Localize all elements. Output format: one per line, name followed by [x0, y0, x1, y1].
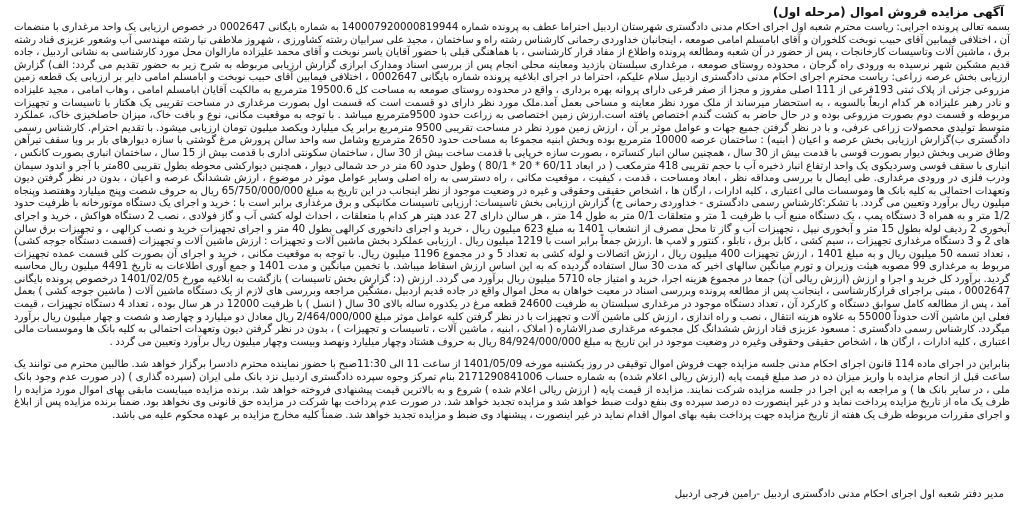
- notice-body-paragraph-1: بسمه تعالی پرونده اجرایی: ریاست محترم شعبه اول اجرای احکام مدنی دادگستری شهرستان اردبیل احتراما عطف به پرونده شماره 140007920000819944 به شماره بایگانی 0002647 در خصوص ارزیابی یک واحد مرغداری با منضمات آن ، اختلافی فیمابین آقای حبیب نوبخت کلخوران و آقای ابامسلم امامی صومعه ، اینجانبان خداوردی رحمانی کارشناس رشته راه و ساختمان ، مجید علی سرابیان رشته کشاورزی ، شهروز ملاطفی نیا رشته مهندسی آب وشعور عزیزی قناد رشته برق ، ماشین آلات وتاسیسات کارخانجات ، پس از حضور در آن شعبه ومطالعه پرونده واطلاع از مفاد قرار کارشناسی ، با هماهنگی قبلی با حضور آقایان یاسر نوبخت و آقای محمد علیزاده مارالوان محل مورد کارشناسی به نشانی اردبیل ، جاده قدیم مشکین شهر نرسیده به ورودی راه گرجان ، محدوده روستای صومعه ، مرغداری سبلستان بازدید ومعاینه محلی انجام پس از بررسی اسناد ومدارک ابرازی گزارش ارزیابی مربوطه به شرح زیر به حضور تقدیم می گردد: الف) گزارش ارزیابی بخش عرصه زراعی: ریاست محترم اجرای احکام مدنی دادگستری اردبیل سلام علیکم، احتراما در اجرای ابلاغیه پرونده شماره بایگانی 0002647 ، اختلافی فیمابین آقای حبیب نوبخت و ابامسلم امامی دایر بر ارزیابی یک قطعه زمین مزروعی جزئی از پلاک ثبتی 193فرعی از 111 اصلی مفروز و مجزا از صفر فرعی دارای پروانه بهره برداری ، واقع در محدوده روستای صومعه به مساحت کل 19500.6 مترمربع به مالکیت آقایان ابامسلم امامی ، وهاب امامی ، مجید علیزاده و نادر رهبر علیزاده هر کدام اربعاً بالسویه ، به استحضار میرساند از ملک مورد نظر معاینه و مساحی بعمل آمد.ملک مورد نظر دارای دو قسمت است که قسمت اول بصورت مرغداری در مساحت تقریبی یک هکتار با تاسیسات و تجهیزات مربوطه و قسمت دوم بصورت مزروعی بوده و در حال حاضر به کشت گندم اختصاص یافته است.ارزش زمین اختصاصی به زراعت حدود 9500مترمربع میباشد . با توجه به موقعیت مکانی، نوع و بافت خاک، میزان حاصلخیزی خاک، عملکرد متوسط تولیدی محصولات زراعی عرفی، و با در نظر گرفتن جمیع جهات و عوامل موثر بر آن ، ارزش زمین مورد نظر در مساحت تقریبی 9500 مترمربع برابر یک میلیارد ویکصد میلیون تومان ارزیابی میشود. با تقدیم احترام. کارشناس رسمی دادگستری ب)گزارش ارزیابی بخش عرصه و اعیان ( ابنیه) : ساختمان عرصه 10000 مترمربع بوده وبخش ابنیه مجموعا به مساحت حدود 2650 مترمربع وشامل سه واحد سالن پرورش مرغ گوشتی با سازه دیوارهای بار بر وبا سقف تیرآهن وطاق ضربی وبخش دیوار بصورت قوسی با قدمت بیش از 30 سال ، همچنین سالن انبار کنساتره ، بصورت سازه خرپایی با قدمت ساخت بیش از 30 سال ، ساختمان سکونتی اداری با قدمت بیش از 15 سال ، ساختمان انباری بصورت کانکس ، انباری با سقف قوسی وسردیکوی یک واحد ارتفاع انبار ذخیره آب با حجم تقریبی 418 مترمکعب ( در ابعاد 60/11 * 20 * 80/1 ) وطول حدود 60 متر در حد شمالی دیوار ، همچنین دیوارکشی محوطه بطول تقریبی 80متر با آجر و اندود سیمان ودرب فلزی در ورودی مرغداری. طی ایصال با بررسی ومداقه نظر ، ابعاد ومساحت ، قدمت ، کیفیت ، موقعیت مکانی ، راه دسترسی به راه اصلی وسایر عوامل موثر در موضوع ، ارزش ششدانگ عرصه و اعیان ، بدون در نظر گرفتن دیون وتعهدات احتمالی به کلیه بانک ها وموسسات مالی اعتباری ، کلیه ادارات ، ارگان ها ، اشخاص حقیقی وحقوقی و غیره در وضعیت موجود از نظر اینجانب در این تاریخ به مبلغ 65/750/000/000 ریال به حروف شصت وپنج میلیارد وهفتصد وپنجاه میلیون ریال برآورد وتعیین می گردد. با تشکر:کارشناس رسمی دادگستری - خداوردی رحمانی ج) گزارش ارزیابی بخش تاسیسات: ارزیابی تاسیسات مکانیکی و برق مرغداری برابر است با : خرید و اجرای یک دستگاه موتورخانه با ظرفیت حدود 1/2 متر و به همراه 3 دستگاه پمپ ، یک دستگاه منبع آب با ظرفیت 1 متر و متعلقات 0/1 متر به طول 14 متر ، هر سالن دارای 27 عدد هیتر هر کدام با متعلقات ، احداث لوله کشی آب و گاز فولادی ، نصب 2 دستگاه هواکش ، خرید و اجرای آبخوری 2 ردیف لوله بطول 15 متر و آبخوری نیپل ، تجهیزات آب و گاز تا محل مصرف از انشعاب 1401 به مبلغ 623 میلیون ریال ، خرید و اجرای دانخوری کرالهی بطول 40 متر و اجرای تجهیزات خرید و نصب کرالهی ، و تجهیزات برق سالن های 2 و 3 دستگاه مرغداری تجهیزات ،، سیم کشی ، کابل برق ، تابلو ، کنتور و لامپ ها .ارزش جمعاً برابر است با 1219 میلیون ریال . ارزیابی عملکرد بخش ماشین آلات و تجهیزات : ارزش ماشین آلات و تجهیزات (قسمت دستگاه جوجه کشی) ، تعداد تسمه 50 میلیون ریال و به مبلغ 1401 ، ارزش تجهیزات 400 میلیون ریال ، ارزش اتصالات و لوله کشی به تعداد 5 و در مجموع 1196 میلیون ریال. با توجه به موقعیت مکانی ، خرید و اجرای آن بصورت کلی قسمت عمده تجهیزات مربوط به مرغداری 99 مصوبه هیئت وزیران و تورم میانگین سالهای اخیر که مدت 30 سال استفاده گردیده که به این اساس ارزش اسقاط میباشد. با تخمین میانگین و مدت 1401 و جمع آوری اطلاعات به تاریخ 4491 میلیون ریال محاسبه گردید. برآورد کل خرید و اجرا و ارزش (ارزش ریالی آن) جمعا در مجموع هزینه اجرا، خرید و امتیاز جاه 5710 میلیون ریال برآورد می گردد. ارزش (د: گزارش بخش تاسیسات ) بازگشت به ابلاغیه مورخ 1401/02/05 درخصوص پرونده بایگانی 0002647 ، مبنی براجرای قرارکارشناسی ، اینجانب پس از مطالعه پرونده وبررسی اسناد در معیت خواهان به محل اموال واقع در جاده قدیم اردبیل ،مشگین مراجعه وبررسی های لازم از یک دستگاه ماشین آلات ( ماشین جوجه کشی ) بعمل آمد ، پس از مطالعه کامل سوابق دستگاه و کارکرد آن ، تعداد دستگاه موجود در مرغداری سبلستان به ظرفیت 24600 قطعه مرغ در یکدوره ساله بالای 30 سال ( انسل ) با ظرفیت 12000 در هر سال بوده ، تعداد 4 دستگاه تجهیزات ، قیمت فعلی این ماشین آلات حدوداً 55000 به علاوه هزینه انتقال ، نصب و راه اندازی ، ارزش کلی ماشین آلات و تجهیزات با در نظر گرفتن کلیه عوامل موثر مبلغ 2/464/000/000 ریال معادل دو میلیارد و چهارصد و شصت و چهار میلیون ریال برآورد میگردد. کارشناس رسمی دادگستری : مسعود عزیزی قناد ارزش ششدانگ کل مجموعه مرغداری صدرالاشاره ( املاک ، ابنیه ، ماشین آلات ، تاسیسات و تجهیزات ) ، بدون در نظر گرفتن دیون وتعهدات احتمالی به کلیه بانک ها وموسسات مالی اعتباری ، کلیه ادارات ، ارگان ها ، اشخاص حقیقی وحقوقی وغیره در وضعیت موجود در این تاریخ به مبلغ 84/924/000/000 ریال به حروف هشتاد وچهار میلیارد ونهصد وبیست وچهار میلیون ریال برآورد وتعیین می گردد .: [14, 22, 1011, 348]
- notice-title: آگهی مزایده فروش اموال (مرحله اول): [772, 5, 1004, 19]
- notice-body-paragraph-2: بنابراین در اجرای ماده 114 قانون اجرای احکام مدنی جلسه مزایده جهت فروش اموال توقیفی در روز یکشنبه مورخه 1401/05/09 از ساعت 11 الی 11:30صبح با حضور نماینده محترم دادسرا برگزار خواهد شد. طالبین محترم می توانند یک ساعت قبل از انجام مزایده با واریز میزان ده در صد مبلغ قیمت پایه (ارزش ریالی اعلام شده) به شماره حساب 2171290841006 بنام تمرکز وجوه سپرده دادگستری اردبیل نزد بانک ملی ایران (سپرده گذاری ) (در صورت عدم وجود بانک ملی ، در سایر بانک ها ) و مراجعه به این اجرا در جلسه مزایده شرکت نمایند. مزایده از قیمت پایه ( ارزش ریالی اعلام شده ) شروع و به بالاترین قیمت پیشنهادی فروخته خواهد شد. برنده مزایده میبایست مابقی بهای اموال مورد مزایده را ظرف یک ماه از تاریخ مزایده پرداخت نماید و در غیر اینصورت ده درصد سپرده وی بنفع دولت ضبط خواهد شد و مزایده تجدید خواهد شد. در صورت عدم پرداخت بها شرکت در مزایده حق قانونی وی نخواهد بود. ضمناً برنده مزایده پس از ابلاغ و اجرای مقررات مربوطه ظرف یک هفته از تاریخ مزایده جهت پرداخت بقیه بهای اموال اقدام نماید در غیر اینصورت ، پیشنهاد وی ضبط و مزایده تجدید خواهد شد. ضمناً کلیه مخارج مزایده بر عهده محکوم علیه می باشد.: [14, 359, 1010, 421]
- notice-signature: مدیر دفتر شعبه اول اجرای احکام مدنی دادگستری اردبیل -رامین فرجی اردبیل: [674, 489, 1004, 500]
